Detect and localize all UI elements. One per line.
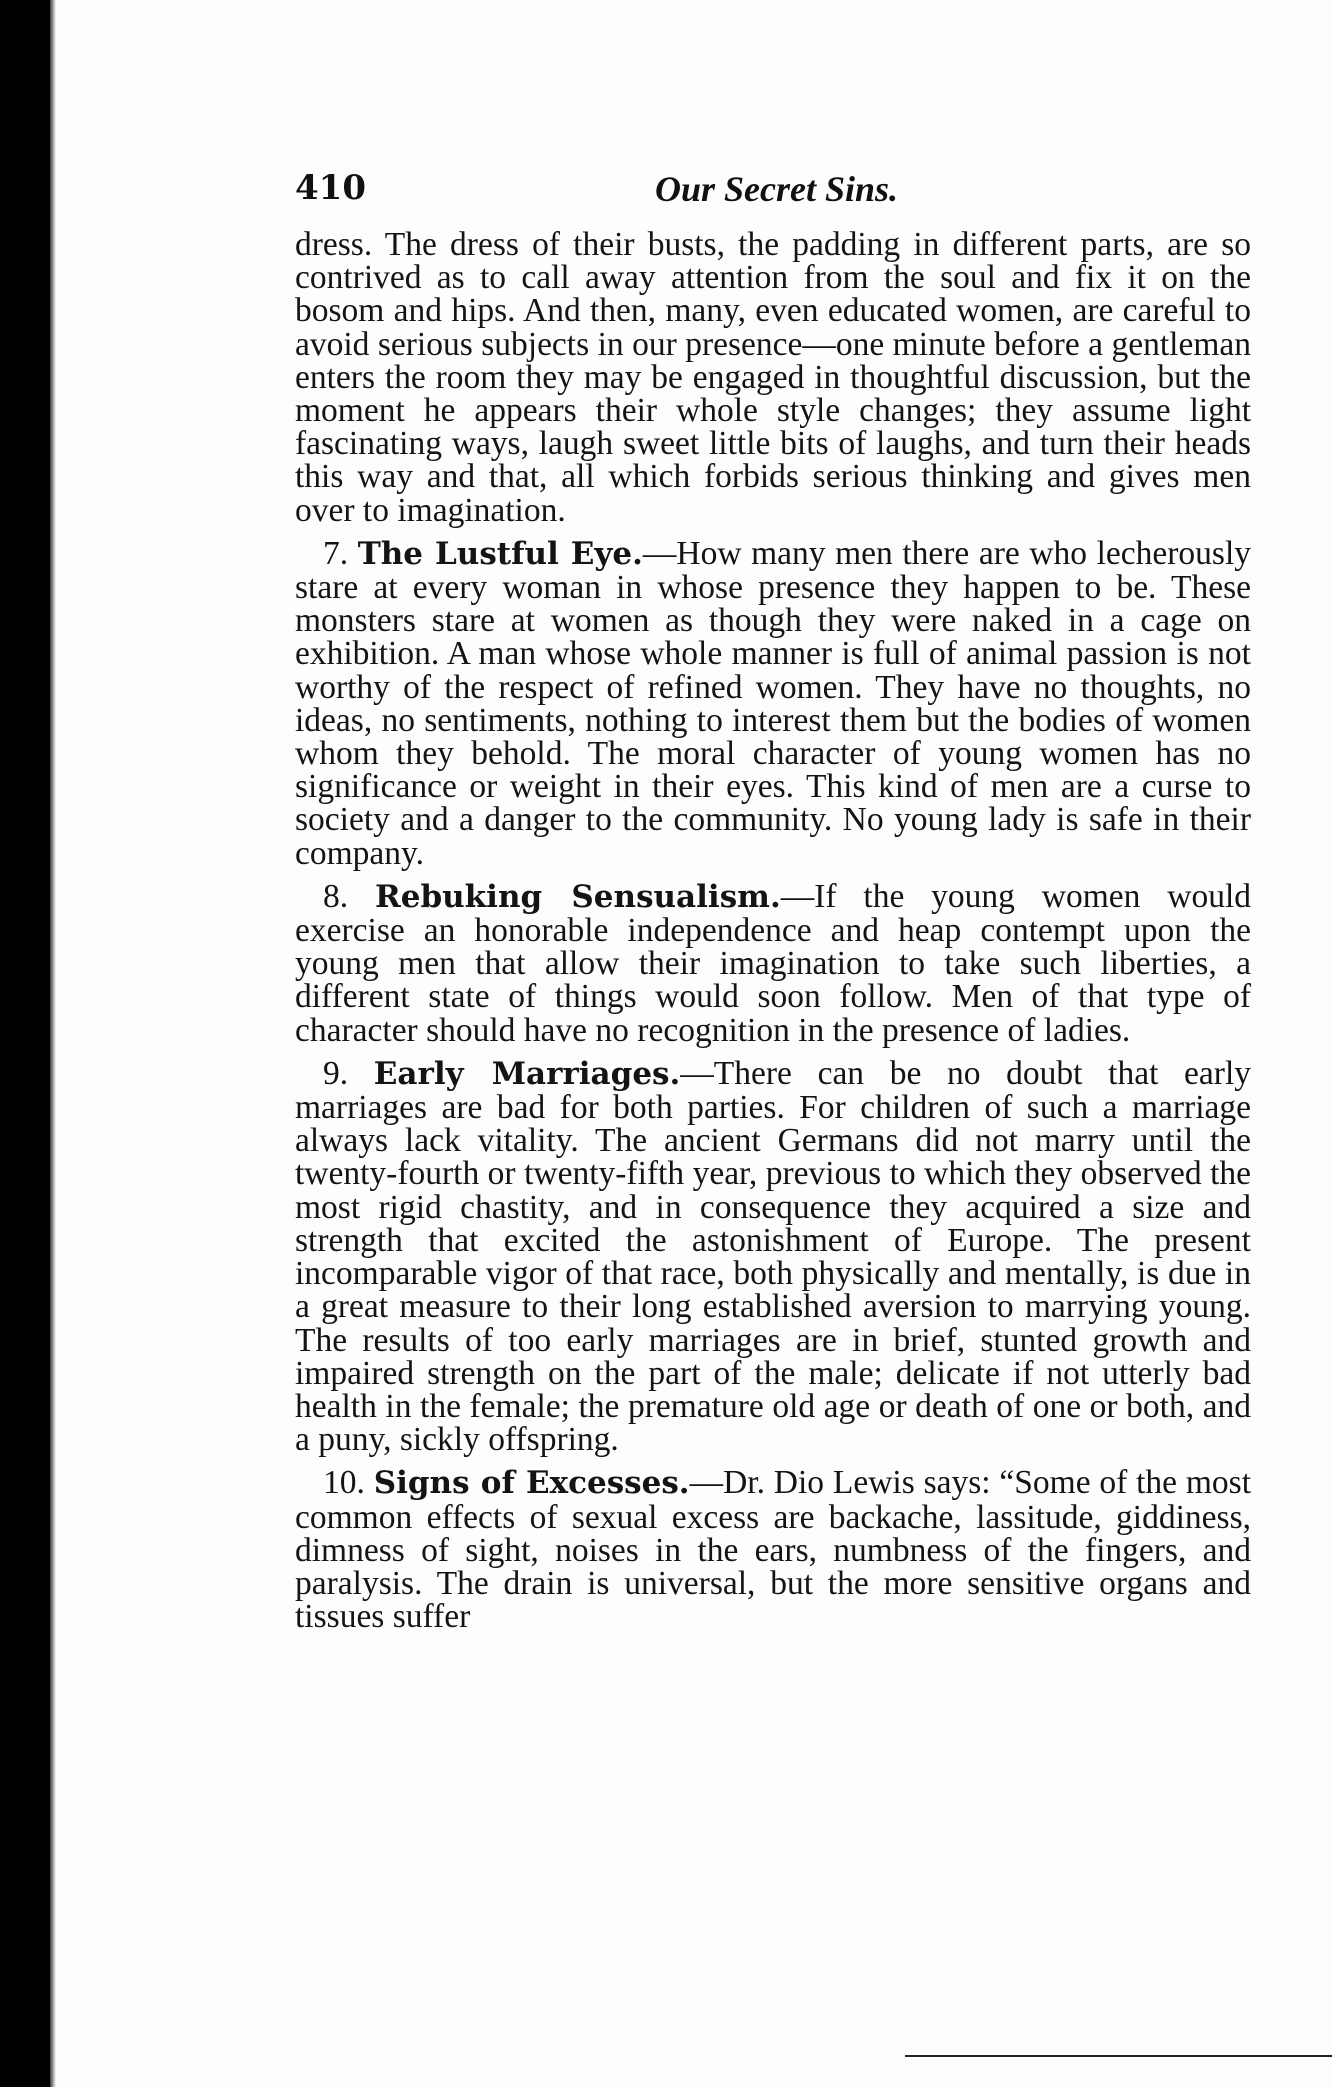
paragraph-text: —If the young women would exercise an honorable independence and heap contempt upon the young men that allow their imagination to take such liberties, a different state of things would soon follow. Men of that type of character should have no recognition in the presence of ladies. [295,877,1252,1049]
paragraph-heading: Rebuking Sensualism. [374,878,781,915]
paragraph-continuation [295,228,1251,527]
paragraph-rebuking-sensualism [295,877,1252,1049]
paragraph-lustful-eye [295,534,1251,872]
paragraph-text: dress. The dress of their busts, the padding in different parts, are so contrived as to call away attention from the soul and fix it on the bosom and hips. And then, many, even educated women, are careful to avoid serious subjects in our presence—one minute before a gentleman enters the room they may be engaged in thoughtful discussion, but the moment he appears their whole style changes; they assume light fascinating ways, laugh sweet little bits of laughs, and turn their heads this way and that, all which forbids serious thinking and gives men over to imagination. [295,226,1251,529]
paragraph-heading: Early Marriages. [373,1055,681,1092]
bottom-rule [905,2055,1332,2057]
paragraph-number: 8. [323,877,349,915]
paragraph-signs-of-excesses [295,1464,1252,1636]
paragraph-heading: The Lustful Eye. [357,535,643,572]
paragraph-number: 10. [323,1464,365,1502]
running-title: Our Secret Sins. [655,169,899,209]
paragraph-number: 7. [323,534,349,572]
binding-gradient [50,0,56,2087]
paragraph-number: 9. [323,1054,349,1092]
paragraph-text: —Dr. Dio Lewis says: “Some of the most common effects of sexual excess are backache, lassitude, giddiness, dimness of sight, noises in the ears, numbness of the fingers, and paralysis. The drain is universal, but the more sensitive organs and tissues suffer [295,1464,1252,1636]
paragraph-text: —There can be no doubt that early marriages are bad for both parties. For children of such a marriage always lack vitality. The ancient Germans did not marry until the twenty-fourth or twenty-fifth year, previous to which they observed the most rigid chastity, and in consequence they acquired a size and strength that excited the astonishment of Europe. The present incomparable vigor of that race, both physically and mentally, is due in a great measure to their long established aversion to marrying young. The results of too early marriages are in brief, stunted growth and impaired strength on the part of the male; delicate if not utterly bad health in the female; the premature old age or death of one or both, and a puny, sickly offspring. [295,1054,1251,1459]
page-number: 410 [295,168,366,208]
paragraph-text: —How many men there are who lecherously stare at every woman in whose presence they happen to be. These monsters stare at women as though they were naked in a cage on exhibition. A man whose whole manner is full of animal passion is not worthy of the respect of refined women. They have no thoughts, no ideas, no sentiments, nothing to interest them but the bodies of women whom they behold. The moral character of young women has no significance or weight in their eyes. This kind of men are a curse to society and a danger to the community. No young lady is safe in their company. [295,534,1251,872]
binding-shadow [0,0,50,2087]
paragraph-early-marriages [295,1054,1251,1459]
running-head [295,168,935,214]
body-text [295,228,1251,1643]
paragraph-heading: Signs of Excesses. [373,1465,690,1502]
